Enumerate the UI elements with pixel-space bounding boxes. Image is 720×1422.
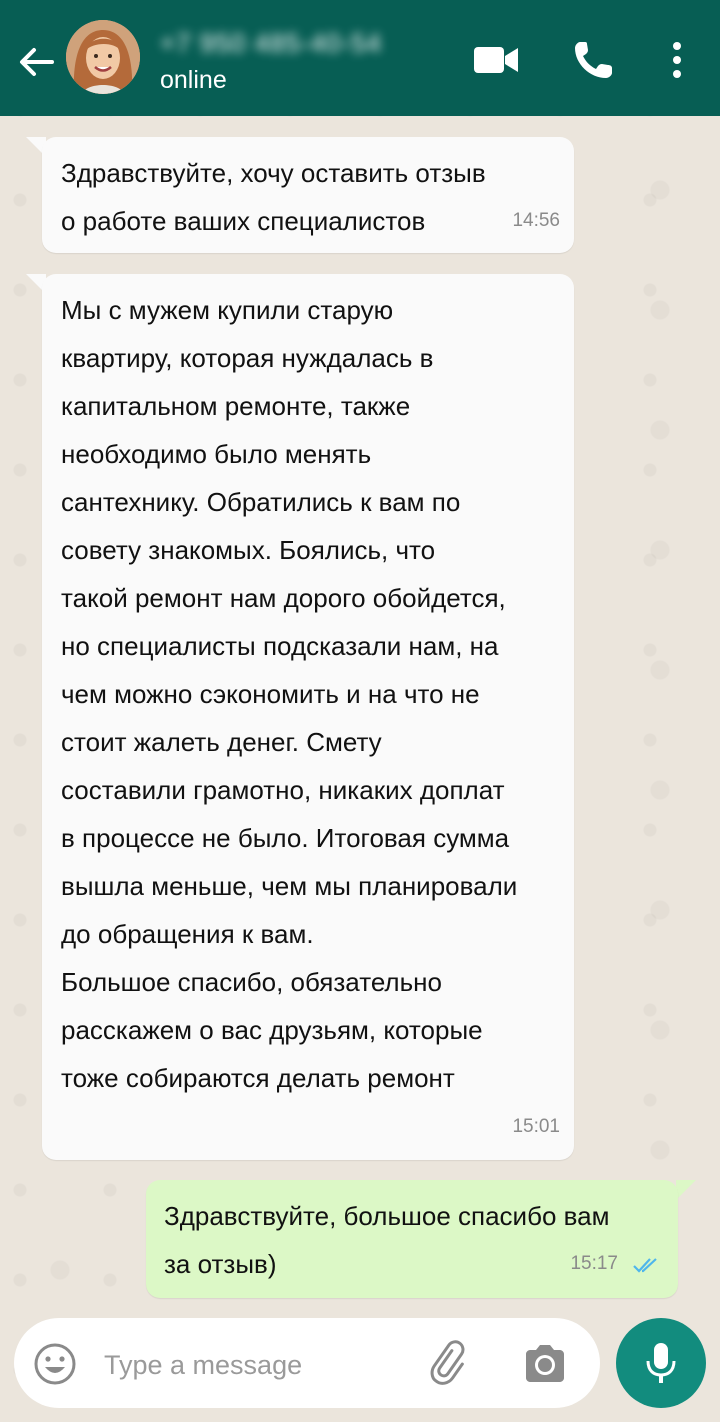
bubble-tail (676, 1180, 696, 1200)
message-text: Здравствуйте, большое спасибо вам за отзыв) (164, 1201, 610, 1279)
emoji-icon (32, 1341, 78, 1387)
voice-message-button[interactable] (616, 1318, 706, 1408)
message-time: 15:01 (512, 1116, 560, 1137)
message-input[interactable] (102, 1344, 406, 1386)
video-camera-icon (472, 38, 520, 82)
contact-name[interactable]: +7 950 485-40-54 (160, 28, 383, 58)
back-arrow-icon (14, 40, 58, 84)
paperclip-icon (428, 1340, 474, 1386)
message-text: Мы с мужем купили старую квартиру, которая нуждалась в капитальном ремонте, также необходимо было менять сантехнику. Обратились к вам по совету знакомых. Боялись, что такой ремонт нам дорого обойдется, но специалисты подсказали нам, на чем можно сэкономить и на что не стоит жалеть денег. Смету составили грамотно, никаких доплат в процессе не было. Итоговая сумма вышла меньше, чем мы планировали до обращения к вам. Большое спасибо, обязательно расскажем о вас друзьям, которые тоже собираются делать ремонт (61, 295, 518, 1093)
video-call-button[interactable] (472, 38, 520, 82)
avatar[interactable] (66, 20, 140, 94)
outgoing-message[interactable] (146, 1180, 678, 1298)
incoming-message[interactable] (42, 137, 574, 253)
more-vertical-icon (662, 38, 692, 82)
message-time: 14:56 (512, 210, 560, 231)
camera-button[interactable] (522, 1342, 568, 1384)
attach-button[interactable] (428, 1340, 474, 1386)
message-composer (14, 1318, 600, 1408)
read-receipt-icon (632, 1256, 662, 1274)
camera-icon (522, 1342, 568, 1384)
voice-call-button[interactable] (570, 38, 618, 82)
more-options-button[interactable] (662, 38, 692, 82)
emoji-button[interactable] (32, 1341, 78, 1387)
phone-icon (570, 38, 618, 82)
microphone-icon (643, 1341, 679, 1385)
message-text: Здравствуйте, хочу оставить отзыв о работе ваших специалистов (61, 158, 486, 236)
contact-status: online (160, 66, 227, 94)
back-button[interactable] (14, 40, 58, 84)
chat-header (0, 0, 720, 116)
incoming-message[interactable] (42, 274, 574, 1160)
message-time: 15:17 (570, 1253, 618, 1274)
